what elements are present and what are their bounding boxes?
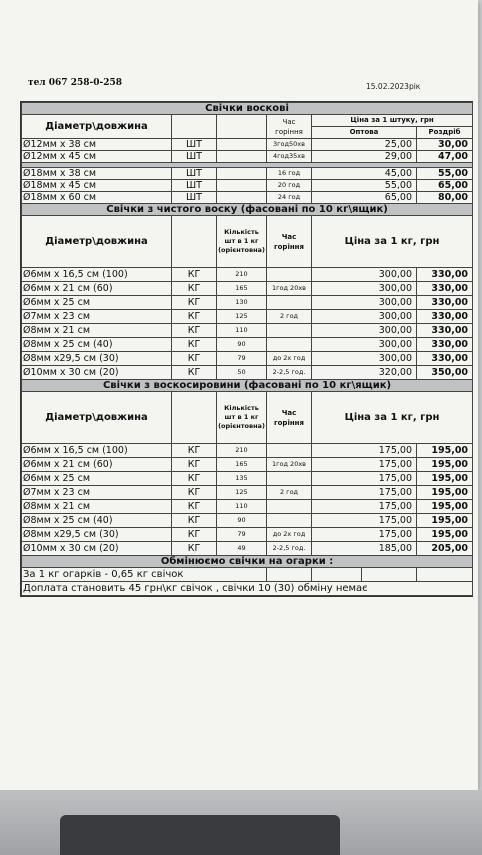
- section1-col-blank: [217, 115, 267, 139]
- table-row: Ø8мм х29,5 см (30) КГ 79 до 2х год 300,00 330,00: [22, 352, 473, 366]
- section1-col-unit: [172, 115, 217, 139]
- section1-col-wholesale: Оптова: [312, 127, 417, 139]
- section2-col-time: Час горіння: [267, 216, 312, 268]
- table-row: Ø6мм х 21 см (60) КГ 165 1год 20хв 300,00 330,00: [22, 282, 473, 296]
- table-row: Ø6мм х 21 см (60) КГ 165 1год 20хв 175,00 195,00: [22, 458, 473, 472]
- section2-col-size: Діаметр\довжина: [22, 216, 172, 268]
- table-row: Ø10мм х 30 см (20) КГ 50 2-2,5 год. 320,00 350,00: [22, 366, 473, 380]
- price-table: [21, 102, 473, 596]
- section1-col-price: Ціна за 1 штуку, грн: [312, 115, 473, 127]
- phone-device: [60, 815, 340, 855]
- table-row: Ø8мм х 25 см (40) КГ 90 175,00 195,00: [22, 514, 473, 528]
- table-row: Ø8мм х 25 см (40) КГ 90 300,00 330,00: [22, 338, 473, 352]
- section3-col-size: Діаметр\довжина: [22, 392, 172, 444]
- table-row: Ø8мм х 21 см КГ 110 175,00 195,00: [22, 500, 473, 514]
- section3-col-price: Ціна за 1 кг, грн: [312, 392, 473, 444]
- exchange-line1: За 1 кг огарків - 0,65 кг свічок: [22, 568, 267, 582]
- section2-title: Свічки з чистого воску (фасовані по 10 кг\ящик): [22, 204, 473, 216]
- price-list: [20, 101, 473, 597]
- exchange-line2: Доплата становить 45 грн\кг свічок , свічки 10 (30) обміну немає: [22, 582, 473, 596]
- table-row: Ø6мм х 25 см КГ 135 175,00 195,00: [22, 472, 473, 486]
- table-row: Ø7мм х 23 см КГ 125 2 год 175,00 195,00: [22, 486, 473, 500]
- section3-col-time: Час горіння: [267, 392, 312, 444]
- table-row: Ø18мм х 45 см ШТ 20 год 55,00 65,00: [22, 180, 473, 192]
- section1-col-retail: Роздріб: [417, 127, 473, 139]
- table-row: Ø6мм х 25 см КГ 130 300,00 330,00: [22, 296, 473, 310]
- table-row: Ø7мм х 23 см КГ 125 2 год 300,00 330,00: [22, 310, 473, 324]
- phone-number: тел 067 258-0-258: [28, 78, 123, 88]
- table-row: Ø8мм х 21 см КГ 110 300,00 330,00: [22, 324, 473, 338]
- table-row: Ø8мм х29,5 см (30) КГ 79 до 2х год 175,00 195,00: [22, 528, 473, 542]
- section3-title: Свічки з воскосировини (фасовані по 10 кг\ящик): [22, 380, 473, 392]
- document-date: 15.02.2023рік: [366, 82, 421, 91]
- section1-col-size: Діаметр\довжина: [22, 115, 172, 139]
- table-row: Ø12мм х 45 см ШТ 4год35хв 29,00 47,00: [22, 151, 473, 163]
- table-row: Ø18мм х 60 см ШТ 24 год 65,00 80,00: [22, 192, 473, 204]
- table-row: Ø6мм х 16,5 см (100) КГ 210 175,00 195,00: [22, 444, 473, 458]
- table-row: Ø10мм х 30 см (20) КГ 49 2-2,5 год. 185,00 205,00: [22, 542, 473, 556]
- section1-col-time: Час горіння: [267, 115, 312, 139]
- table-row: Ø6мм х 16,5 см (100) КГ 210 300,00 330,00: [22, 268, 473, 282]
- table-row: Ø12мм х 38 см ШТ 3год50хв 25,00 30,00: [22, 139, 473, 151]
- exchange-title: Обмінюємо свічки на огарки :: [22, 556, 473, 568]
- section2-col-qty: Кількість шт в 1 кг (орієнтовна): [217, 216, 267, 268]
- section2-col-price: Ціна за 1 кг, грн: [312, 216, 473, 268]
- section3-col-qty: Кількість шт в 1 кг (орієнтовна): [217, 392, 267, 444]
- section1-title: Свічки воскові: [22, 103, 473, 115]
- table-row: Ø18мм х 38 см ШТ 16 год 45,00 55,00: [22, 168, 473, 180]
